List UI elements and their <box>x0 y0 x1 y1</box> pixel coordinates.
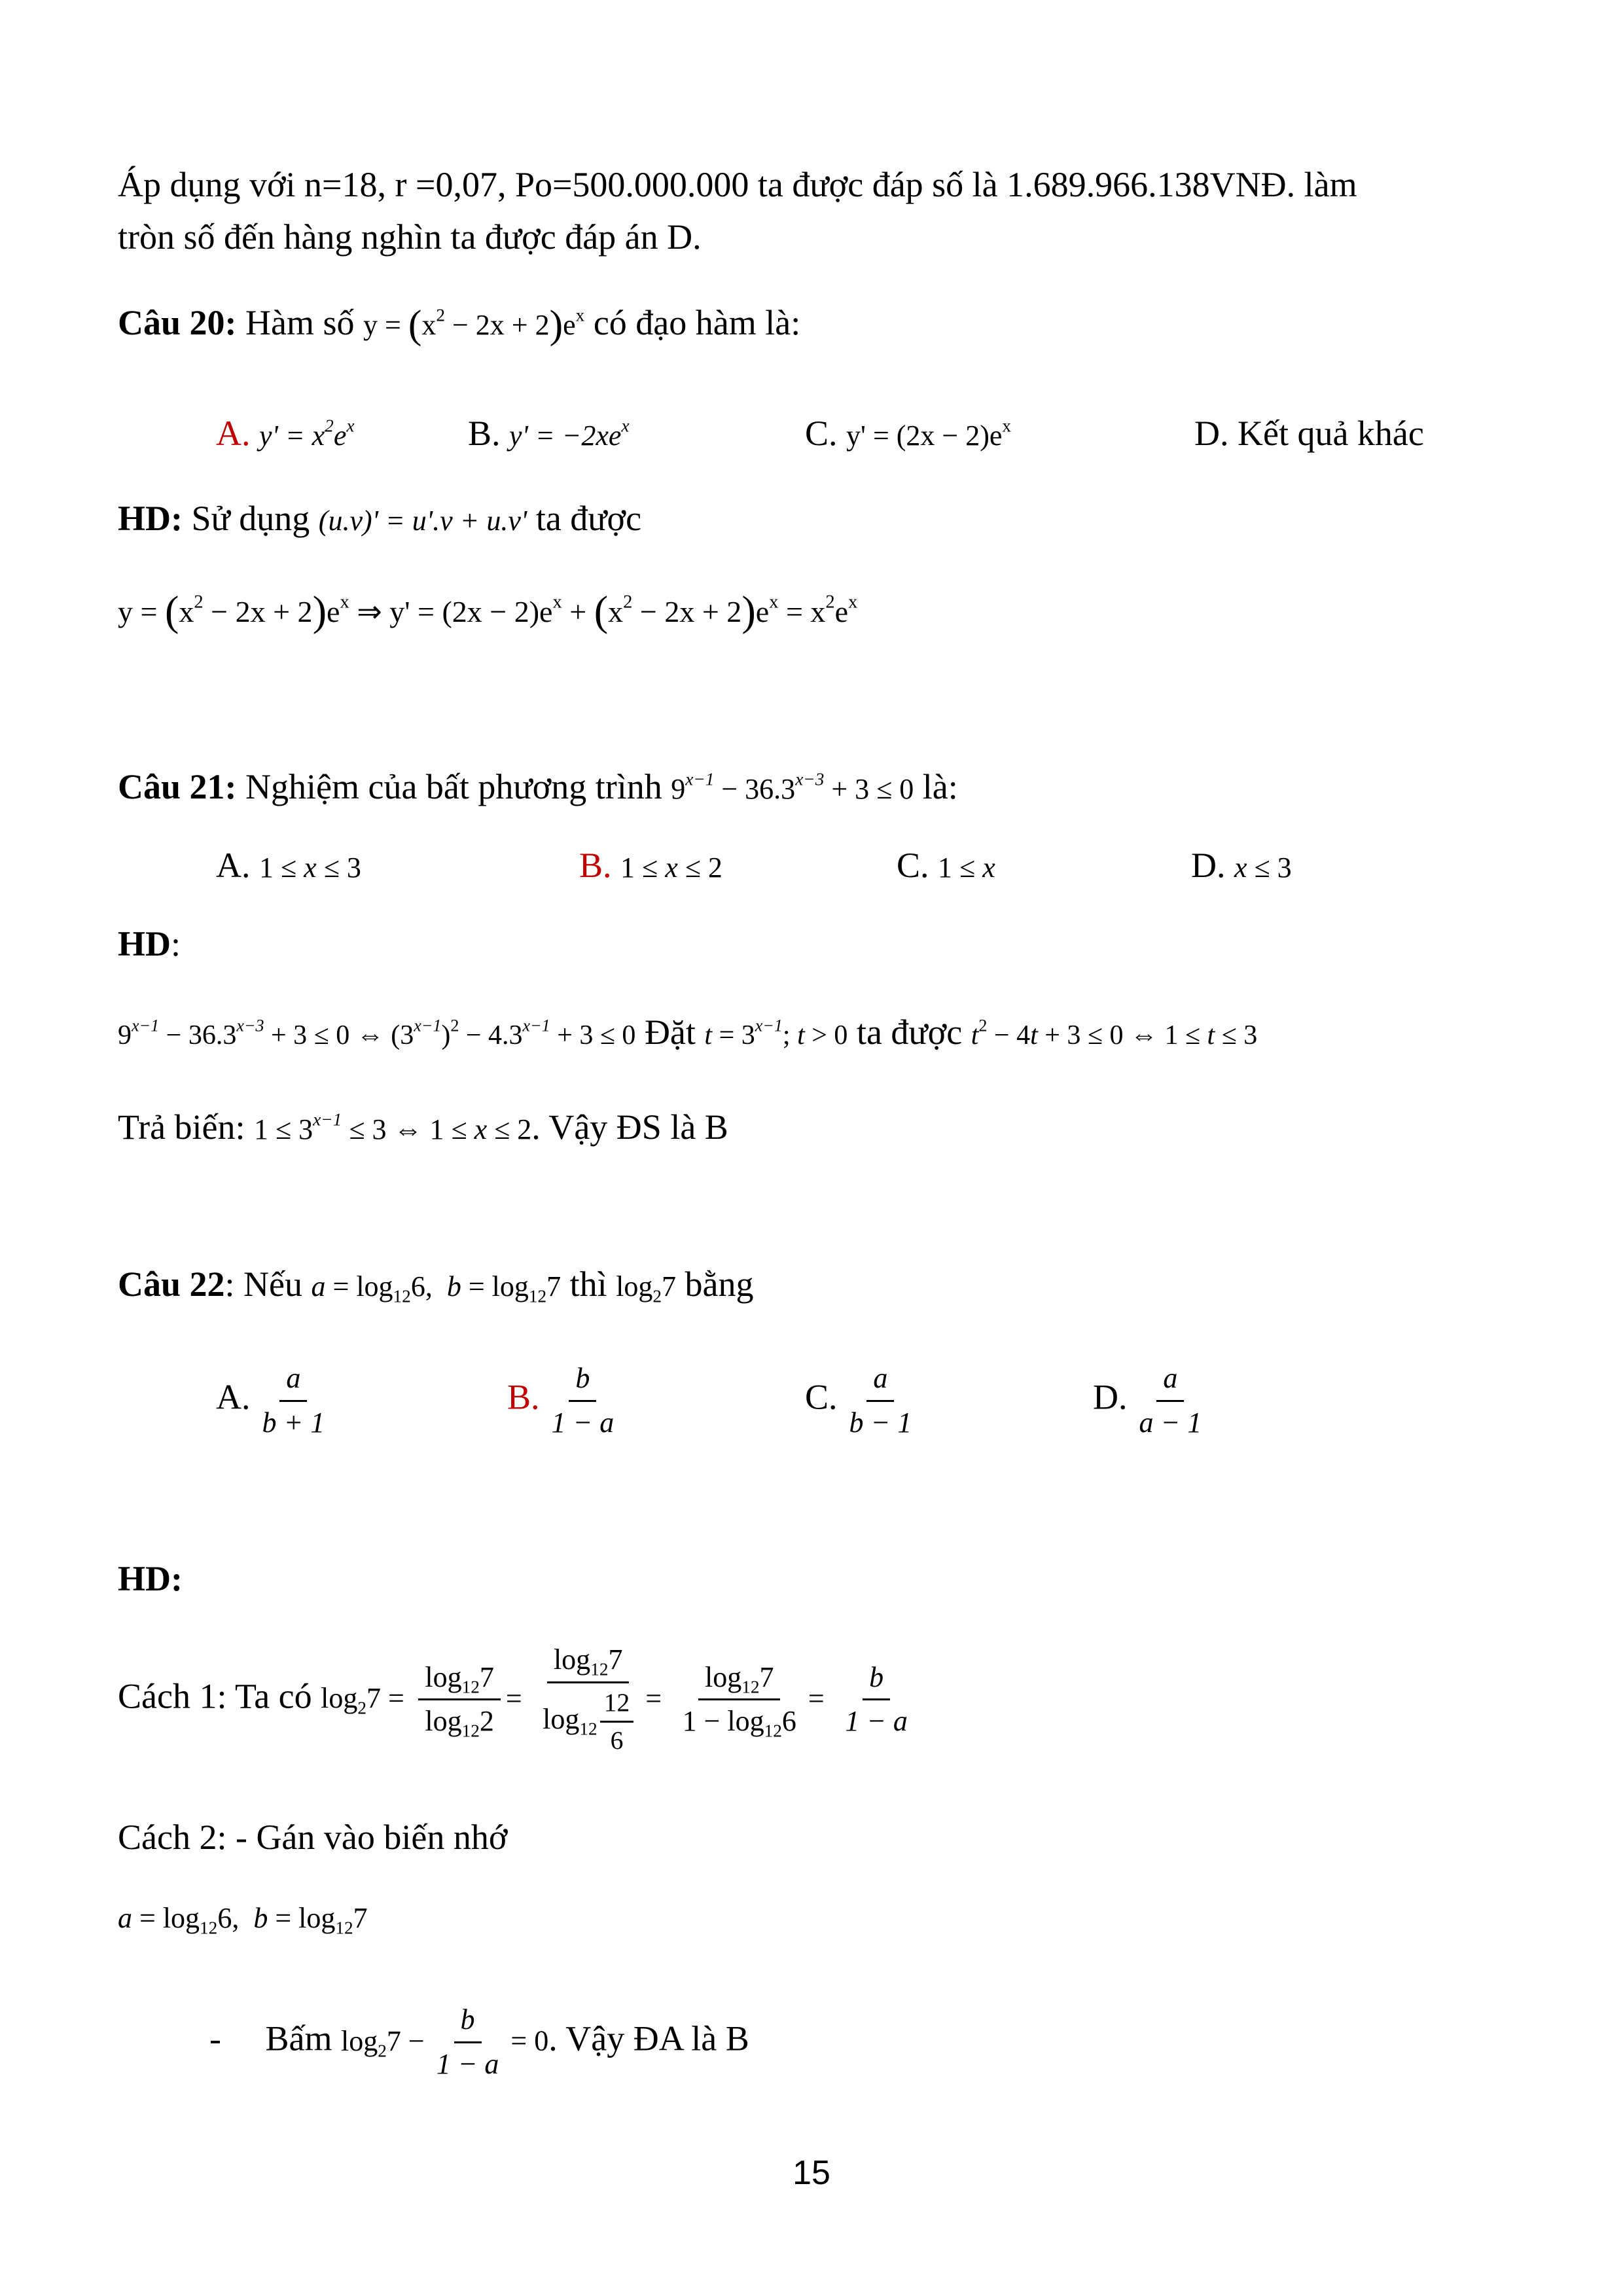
q22-cach1: Cách 1: Ta có $\log_27$ = $\frac{\log_{12}7}{\log_{12}2}$ = $\log_{12}7$ $\log_{12}$ $\frac{12}{6}$ = $\frac{\log_{12}7}{1 - \log_{12}6}$ = $\frac{b}{1 - a}$ <box>118 1643 908 1755</box>
q21-dat: Đặt <box>644 1013 696 1052</box>
q22-memory-assign: $a = \log_{12}6$, $b = \log_{12}7$ <box>118 1902 368 1938</box>
q20-option-a: A. $y' = x^2e^x$ <box>216 414 355 453</box>
q21-ta-duoc: ta được <box>856 1013 963 1052</box>
q22-option-d: D. $\frac{a}{a - 1}$ <box>1093 1362 1202 1439</box>
q20-hd-text2: ta được <box>535 499 642 538</box>
q20-option-b: B. $y' = -2xe^x$ <box>468 414 630 453</box>
q21-text-before: Nghiệm của bất phương trình <box>245 767 662 806</box>
page-number: 15 <box>793 2154 830 2192</box>
q21-hd: HD: <box>118 924 181 963</box>
q20-hd <box>118 497 641 540</box>
q20-label: Câu 20: <box>118 303 237 343</box>
q22-hd <box>118 1558 183 1600</box>
q21-hd-label: HD <box>118 924 171 963</box>
q22-option-b: B. $\frac{b}{1 - a}$ <box>507 1362 615 1439</box>
q20-hd-text1: Sử dụng <box>191 499 310 538</box>
q21-question <box>118 766 958 808</box>
q20-text-after: có đạo hàm là: <box>593 303 801 343</box>
q22-question: Câu 22: Nếu $a = \log_{12}6$, $b = \log_{12}7$ thì $\log_27$ bằng <box>118 1265 754 1306</box>
q21-conclusion: . Vậy ĐS là B <box>531 1107 728 1147</box>
q20-derivation: $y = (x^2 - 2x + 2)e^x$ ⇒ $y' = (2x - 2)e^x + (x^2 - 2x + 2)e^x = x^2e^x$ <box>118 588 858 634</box>
q21-solution-line: $9^{x-1} - 36.3^{x-3} + 3 \le 0$ ⇔ $(3^{x-1})^2 - 4.3^{x-1} + 3 \le 0$ Đặt $t = 3^{x-1}$; t > 0 ta được $t^2 - 4t + 3 \le 0$ ⇔ 1 ≤ t ≤ 3 <box>118 1013 1258 1052</box>
q22-bam-step: - Bấm $\log_27$ − $\frac{b}{1 - a}$ = 0. Vậy ĐA là B <box>209 2003 749 2080</box>
q20-question <box>118 301 800 350</box>
q21-text-after: là: <box>922 767 958 806</box>
q20-text-before: Hàm số <box>245 303 355 343</box>
q22-cach2: Cách 2: - Gán vào biến nhớ <box>118 1818 508 1857</box>
intro-line-1: Áp dụng với n=18, r =0,07, Po=500.000.000 ta được đáp số là 1.689.966.138VNĐ. làm <box>118 165 1357 204</box>
q21-back-substitute: Trả biến: $1 \le 3^{x-1} \le 3$ ⇔ 1 ≤ x ≤ 2. Vậy ĐS là B <box>118 1107 728 1147</box>
q22-option-a: A. $\frac{a}{b + 1}$ <box>216 1362 325 1439</box>
q21-label: Câu 21: <box>118 767 237 806</box>
q20-formula: $y = (x^2 - 2x + 2)e^x$ <box>363 302 585 347</box>
q21-option-b: B. 1 ≤ x ≤ 2 <box>579 846 722 885</box>
q22-label: Câu 22 <box>118 1265 225 1304</box>
q21-option-d: D. x ≤ 3 <box>1191 846 1292 885</box>
q20-option-c: C. $y' = (2x - 2)e^x$ <box>805 414 1012 453</box>
q21-inequality: $9^{x-1} - 36.3^{x-3} + 3 \le 0$ <box>671 769 914 805</box>
q21-tra-bien: Trả biến: <box>118 1107 245 1147</box>
q20-product-rule: (u.v)' = u'.v + u.v' <box>318 505 527 537</box>
intro-line-2: tròn số đến hàng nghìn ta được đáp án D. <box>118 217 702 257</box>
q22-hd-label: HD: <box>118 1559 183 1598</box>
q21-option-c: C. 1 ≤ x <box>897 846 995 885</box>
q20-hd-label: HD: <box>118 499 183 538</box>
q22-option-c: C. $\frac{a}{b - 1}$ <box>805 1362 912 1439</box>
q20-option-d: D. Kết quả khác <box>1194 414 1424 453</box>
q21-option-a: A. 1 ≤ x ≤ 3 <box>216 846 361 885</box>
